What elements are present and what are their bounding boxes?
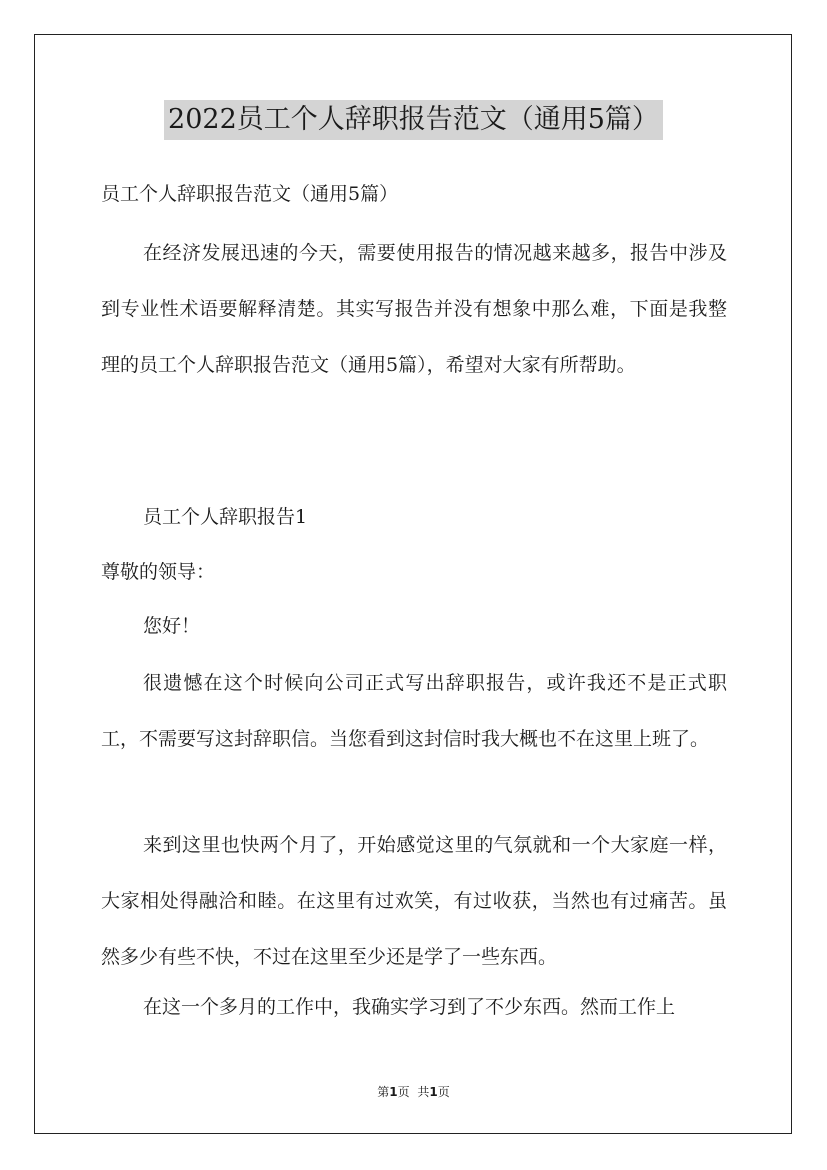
section-title: 员工个人辞职报告1	[143, 506, 308, 528]
document-heading: 员工个人辞职报告范文（通用5篇）	[101, 183, 399, 205]
salutation: 尊敬的领导：	[101, 561, 216, 583]
total-pages: 1	[429, 1085, 438, 1099]
total-unit: 页	[437, 1085, 450, 1099]
page-number: 1	[389, 1085, 398, 1099]
intro-paragraph: 在经济发展迅速的今天，需要使用报告的情况越来越多，报告中涉及到专业性术语要解释清楚。其实写报告并没有想象中那么难，下面是我整理的员工个人辞职报告范文（通用5篇），希望对大家有所帮助。	[101, 242, 727, 376]
greeting: 您好！	[143, 615, 201, 637]
document-title: 2022员工个人辞职报告范文（通用5篇）	[164, 100, 663, 140]
page-footer	[0, 1083, 827, 1100]
body-paragraph: 来到这里也快两个月了，开始感觉这里的气氛就和一个大家庭一样，大家相处得融洽和睦。在这里有过欢笑，有过收获，当然也有过痛苦。虽然多少有些不快，不过在这里至少还是学了一些东西。	[101, 834, 727, 968]
total-prefix: 共	[417, 1085, 430, 1099]
body-paragraph: 很遗憾在这个时候向公司正式写出辞职报告，或许我还不是正式职工，不需要写这封辞职信。当您看到这封信时我大概也不在这里上班了。	[101, 672, 727, 750]
title-container	[0, 100, 827, 140]
page-prefix: 第	[377, 1085, 390, 1099]
body-paragraph: 在这一个多月的工作中，我确实学习到了不少东西。然而工作上	[143, 996, 676, 1018]
page-unit: 页	[397, 1085, 410, 1099]
